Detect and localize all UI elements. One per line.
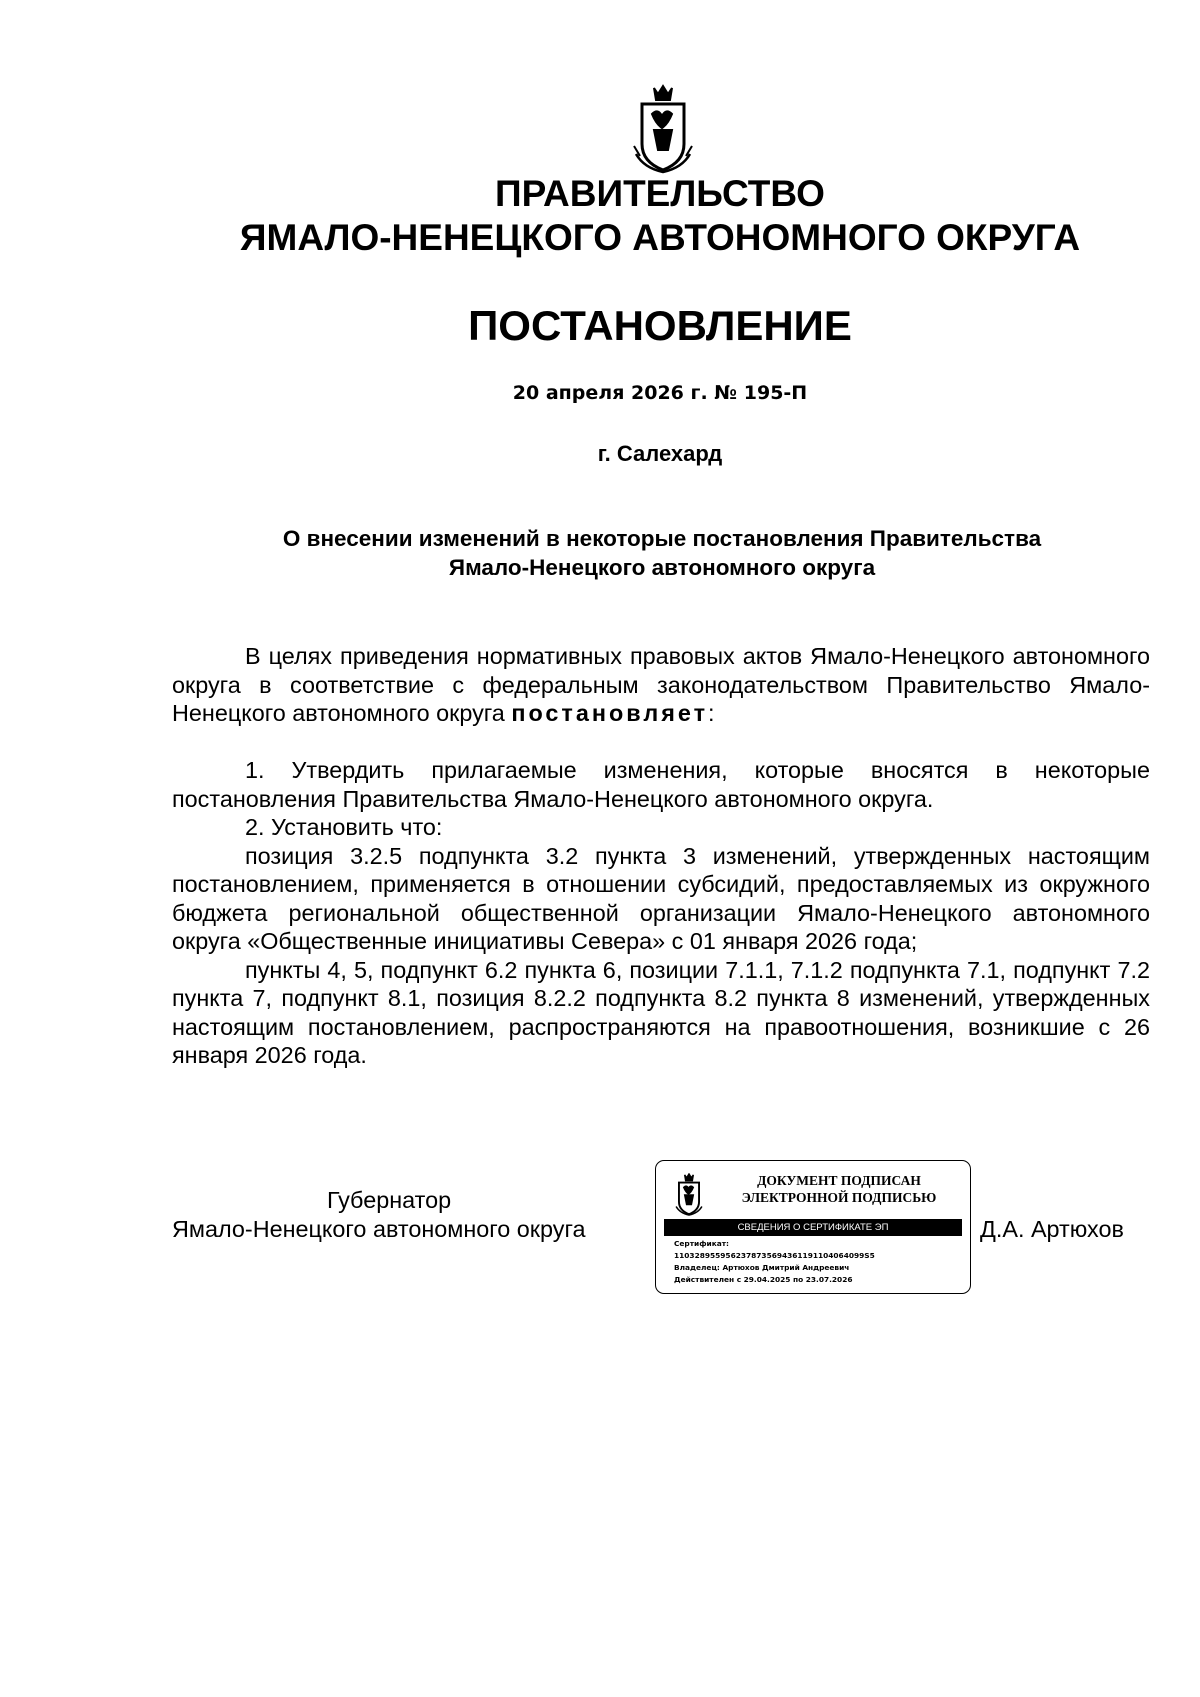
certificate-validity: Действителен с 29.04.2025 по 23.07.2026 xyxy=(674,1275,853,1284)
document-title xyxy=(172,524,1152,582)
signatory-position xyxy=(172,1186,642,1243)
preamble-keyword: постановляет xyxy=(511,700,709,726)
certificate-label: Сертификат: xyxy=(674,1239,729,1248)
coat-of-arms-icon xyxy=(632,84,694,176)
certificate-info-bar: СВЕДЕНИЯ О СЕРТИФИКАТЕ ЭП xyxy=(664,1219,962,1236)
resolution-items xyxy=(172,756,1150,1070)
certificate-number: 1103289559562378735694361191104064099S5 xyxy=(674,1251,875,1260)
org-name-line1: ПРАВИТЕЛЬСТВО xyxy=(495,173,825,214)
org-name-line2: ЯМАЛО-НЕНЕЦКОГО АВТОНОМНОГО ОКРУГА xyxy=(239,217,1081,258)
preamble-text: В целях приведения нормативных правовых актов Ямало-Ненецкого автономного округа в соответствие с федеральным законодательством Правительство Ямало-Ненецкого автономного округа xyxy=(172,643,1150,726)
coat-of-arms-icon xyxy=(674,1173,704,1217)
certificate-details xyxy=(674,1238,875,1286)
certificate-owner: Владелец: Артюхов Дмитрий Андреевич xyxy=(674,1263,850,1272)
item-2-sub-2: пункты 4, 5, подпункт 6.2 пункта 6, позиции 7.1.1, 7.1.2 подпункта 7.1, подпункт 7.2 пункта 7, подпункт 8.1, позиция 8.2.2 подпункта 8.2 пункта 8 изменений, утвержденных настоящим постановлением, распространяются на правоотношения, возникшие с 26 января 2026 года. xyxy=(172,956,1150,1068)
stamp-heading xyxy=(714,1172,964,1206)
date-number: 20 апреля 2026 г. № 195-П xyxy=(512,382,808,404)
city: г. Салехард xyxy=(597,441,723,466)
stamp-heading-line2: ЭЛЕКТРОННОЙ ПОДПИСЬЮ xyxy=(741,1190,937,1205)
signatory-name: Д.А. Артюхов xyxy=(980,1216,1124,1242)
electronic-signature-stamp xyxy=(655,1160,971,1294)
stamp-heading-line1: ДОКУМЕНТ ПОДПИСАН xyxy=(757,1173,921,1188)
item-2-sub-1: позиция 3.2.5 подпункта 3.2 пункта 3 изменений, утвержденных настоящим постановлением, применяется в отношении субсидий, предоставляемых из окружного бюджета региональной общественной организации Ямало-Ненецкого автономного округа «Общественные инициативы Севера» с 01 января 2026 года; xyxy=(172,842,1150,954)
item-2: 2. Установить что: xyxy=(245,814,443,840)
item-1: 1. Утвердить прилагаемые изменения, которые вносятся в некоторые постановления Правительства Ямало-Ненецкого автономного округа. xyxy=(172,757,1150,812)
signatory-position-line2: Ямало-Ненецкого автономного округа xyxy=(172,1215,586,1242)
signatory-position-line1: Губернатор xyxy=(327,1187,452,1213)
title-line1: О внесении изменений в некоторые постановления Правительства xyxy=(282,526,1042,551)
title-line2: Ямало-Ненецкого автономного округа xyxy=(448,555,876,580)
preamble-end: : xyxy=(708,700,715,726)
preamble-paragraph xyxy=(172,642,1150,728)
document-type: ПОСТАНОВЛЕНИЕ xyxy=(468,302,852,349)
